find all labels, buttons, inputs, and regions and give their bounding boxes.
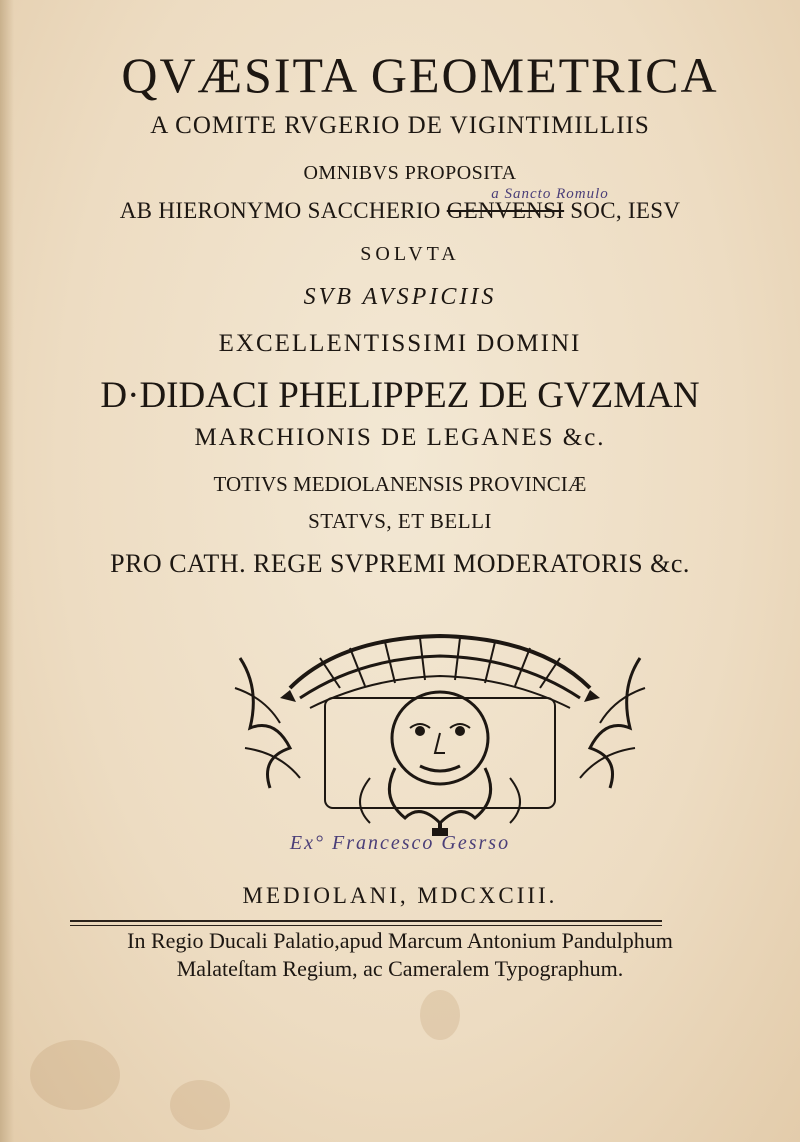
solvta-line: SOLVTA	[360, 243, 460, 265]
proposita-line: OMNIBVS PROPOSITA	[303, 162, 517, 184]
foxing-stain	[420, 990, 460, 1040]
publisher-line-1: In Regio Ducali Palatio,apud Marcum Antonium Pandulphum	[127, 928, 673, 953]
author-text: AB HIERONYMO SACCHERIO	[119, 198, 447, 223]
status-line: STATVS, ET BELLI	[308, 509, 492, 533]
foxing-stain	[170, 1080, 230, 1130]
marchionis-line: MARCHIONIS DE LEGANES &c.	[194, 424, 606, 451]
province-line: TOTIVS MEDIOLANENSIS PROVINCIÆ	[213, 472, 587, 496]
book-title: QVÆSITA GEOMETRICA	[121, 47, 719, 103]
foxing-stain	[30, 1040, 120, 1110]
author-suffix: SOC, IESV	[564, 198, 681, 223]
handwritten-annotation: a Sancto Romulo	[491, 186, 609, 202]
horizontal-rule	[70, 920, 662, 926]
imprint-place-date: MEDIOLANI, MDCXCIII.	[242, 883, 558, 908]
auspiciis-line: SVB AVSPICIIS	[303, 284, 497, 310]
handwritten-owner-note: Ex° Francesco Gesrso	[289, 832, 511, 854]
struck-word: GENVENSI	[446, 198, 565, 223]
dedication-line: EXCELLENTISSIMI DOMINI	[218, 330, 582, 357]
moderator-line: PRO CATH. REGE SVPREMI MODERATORIS &c.	[110, 549, 690, 578]
heraldic-mask-ornament-icon	[220, 628, 660, 838]
publisher-line-2: Malateſtam Regium, ac Cameralem Typographum.	[176, 956, 624, 981]
subtitle-line: A COMITE RVGERIO DE VIGINTIMILLIIS	[150, 112, 650, 139]
author-line	[0, 198, 800, 224]
dedicatee-name: D·DIDACI PHELIPPEZ DE GVZMAN	[100, 375, 700, 416]
